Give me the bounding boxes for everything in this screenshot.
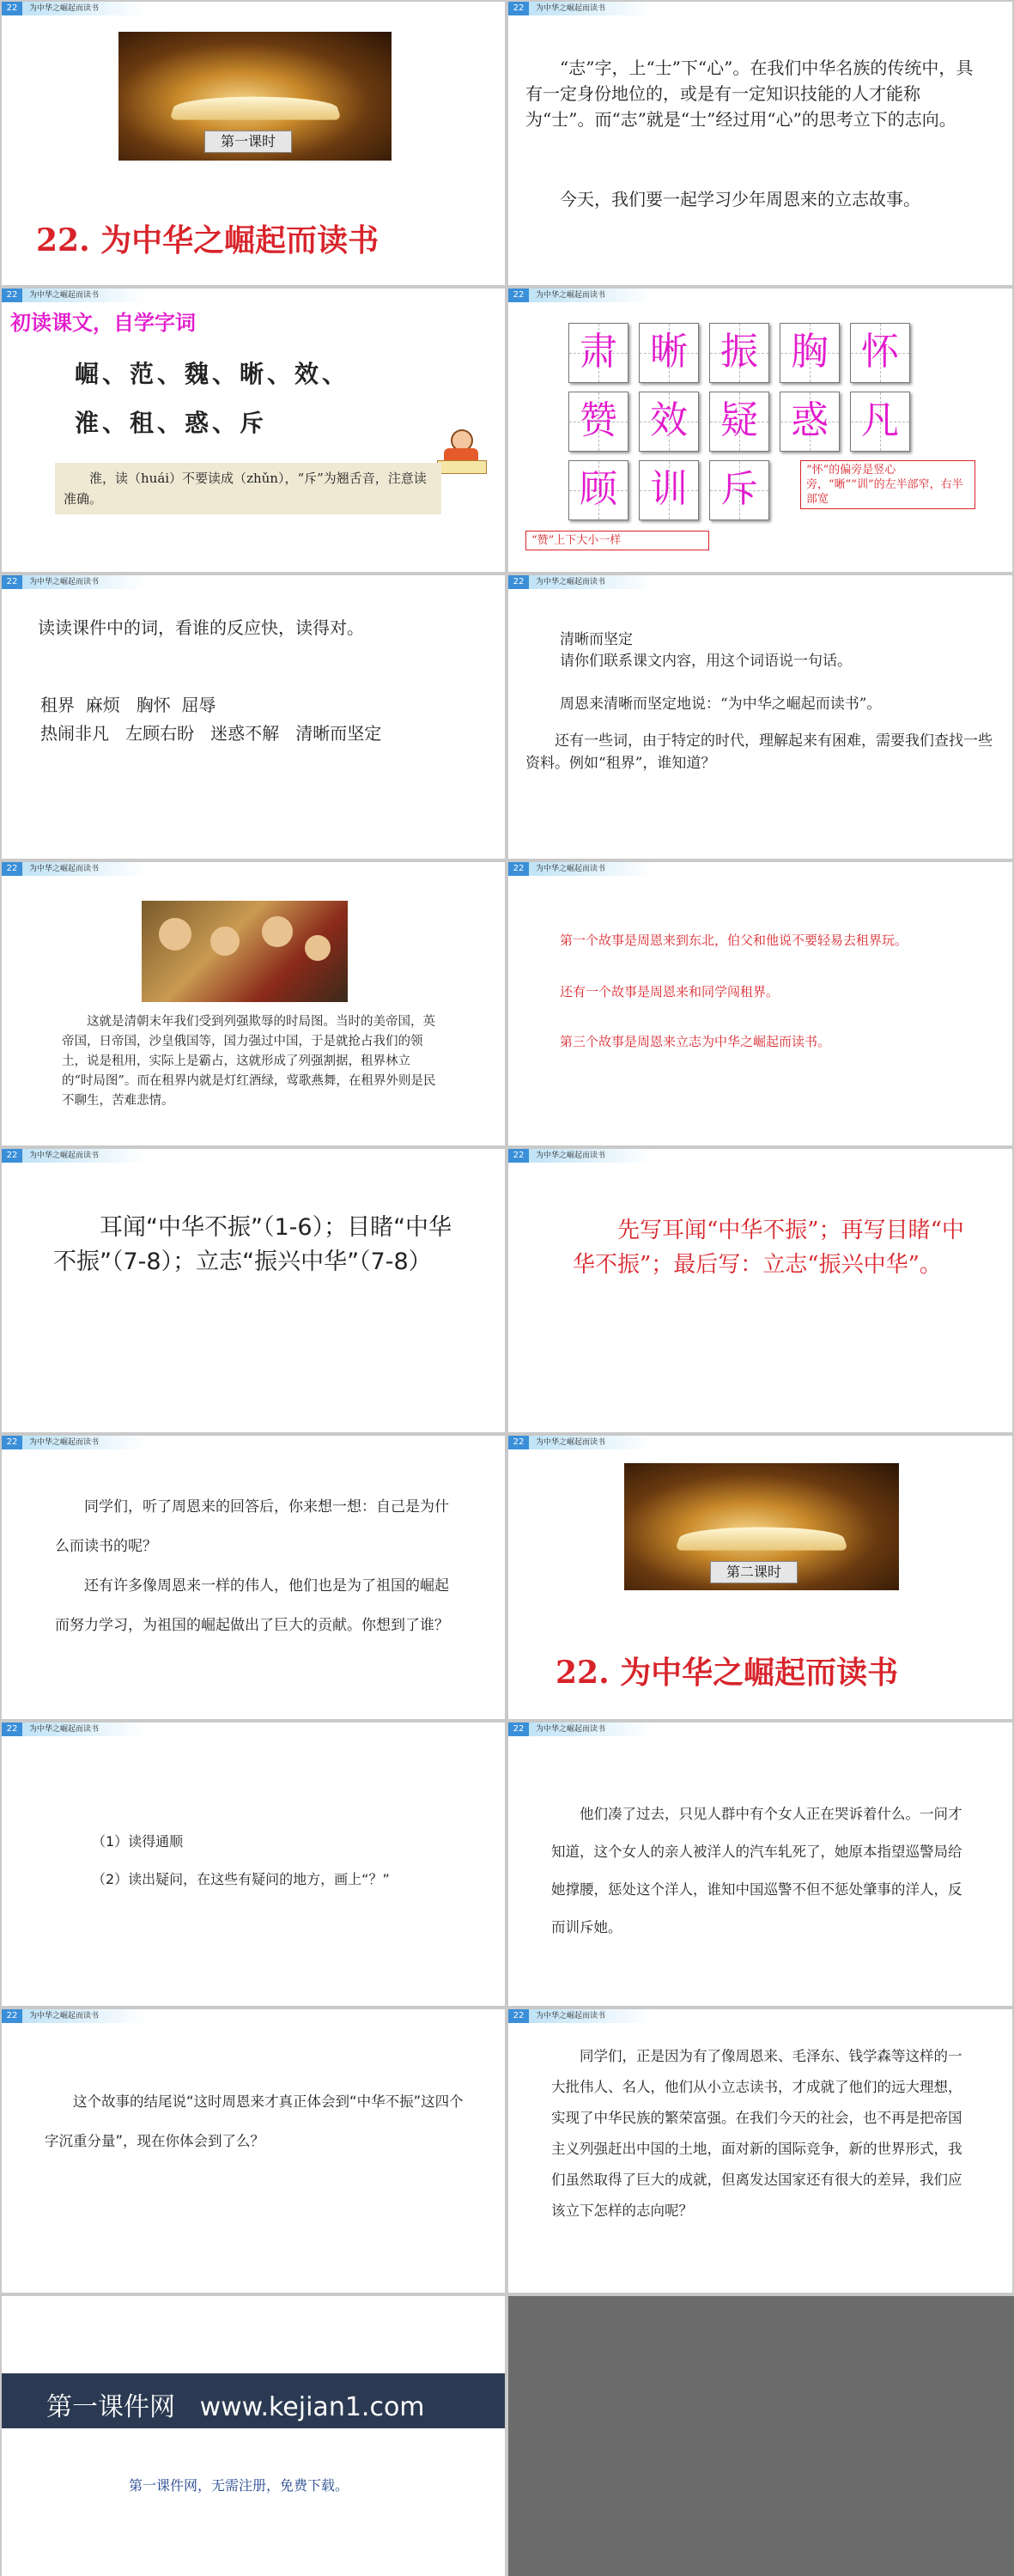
paragraph: “志”字，上“士”下“心”。在我们中华名族的传统中，具有一定身份地位的，或是有一定知识技能的人才能称为“士”。而“志”就是“士”经过用“心”的思考立下的志向。 [525,58,974,130]
slide-header [2,2,139,15]
vocab-word: 清晰而坚定 [560,631,633,648]
header-title: 为中华之崛起而读书 [22,289,146,302]
writing-order: 先写耳闻“中华不振”；再写目睹“中华不振”；最后写：立志“振兴中华”。 [573,1218,964,1278]
lesson-number: 22 [508,289,529,302]
slide-header [508,1149,646,1163]
char-box: 凡 [850,392,910,452]
word-line: 淮、租、惑、斥 [75,409,268,437]
header-title: 为中华之崛起而读书 [22,1722,146,1736]
char-box: 怀 [850,323,910,383]
empty-area [508,2296,1014,2576]
lesson-number: 22 [2,862,22,876]
lesson-number: 22 [2,1722,22,1736]
site-banner [2,2373,505,2428]
header-title: 为中华之崛起而读书 [22,2009,146,2023]
paragraph: 同学们，听了周恩来的回答后，你来想一想：自己是为什么而读书的呢？ [55,1498,449,1555]
header-title: 为中华之崛起而读书 [529,862,653,876]
slide-15[interactable] [2,2009,505,2293]
lesson-number: 22 [508,862,529,876]
lesson-number: 22 [508,1436,529,1449]
lesson-number: 22 [2,1436,22,1449]
char-box: 顾 [568,460,628,520]
lesson-title: 22. 为中华之崛起而读书 [36,222,379,258]
slide-14[interactable] [508,1722,1012,2006]
slide-header [2,289,139,302]
header-title: 为中华之崛起而读书 [22,862,146,876]
reading-child-icon [435,426,487,477]
story-line: 第三个故事是周恩来立志为中华之崛起而读书。 [560,1034,831,1049]
story-line: 第一个故事是周恩来到东北，伯父和他说不要轻易去租界玩。 [560,933,908,948]
image-caption: 这就是清朝末年我们受到列强欺辱的时局图。当时的美帝国，英帝国，日帝国，沙皇俄国等，国力强过中国，于是就抢占我们的领土，说是租用，实际上是霸占，这就形成了列强割据，租界林立的“时局图”。而在租界内就是灯红酒绿，莺歌燕舞，在租界外则是民不聊生，苦难悲情。 [62,1015,436,1108]
structure-summary: 耳闻“中华不振”（1-6）；目睹“中华不振”（7-8）；立志“振兴中华”（7-8） [53,1214,452,1275]
lesson-title: 22. 为中华之崛起而读书 [556,1655,899,1691]
book-image [118,32,392,161]
header-title: 为中华之崛起而读书 [529,1436,653,1449]
header-title: 为中华之崛起而读书 [529,1149,653,1163]
lesson-number: 22 [508,2009,529,2023]
slide-header [2,1436,139,1449]
slide-5[interactable] [2,575,505,859]
header-title: 为中华之崛起而读书 [529,575,653,589]
char-box: 效 [639,392,699,452]
slide-header [2,1722,139,1736]
tip-box: 淮，读（huái）不要读成（zhǔn），“斥”为翘舌音，注意读准确。 [55,463,441,514]
lesson-number: 22 [508,575,529,589]
slide-12[interactable] [508,1436,1012,1719]
example-line: 周恩来清晰而坚定地说：“为中华之崛起而读书”。 [560,696,882,713]
char-box: 训 [639,460,699,520]
slide-header [2,2009,139,2023]
char-box: 振 [709,323,769,383]
slide-header [508,289,646,302]
lesson-number: 22 [2,289,22,302]
slide-header [2,1149,139,1163]
char-box: 肃 [568,323,628,383]
header-title: 为中华之崛起而读书 [529,2009,653,2023]
reading-task: （2）读出疑问，在这些有疑问的地方，画上“？” [92,1871,390,1887]
site-tagline: 第一课件网，无需注册，免费下载。 [129,2477,349,2494]
stroke-note: “怀”的偏旁是竖心旁，“晰”“训”的左半部窄，右半部宽 [800,460,975,509]
slide-6[interactable] [508,575,1012,859]
slide-17[interactable] [2,2296,505,2576]
lesson-number: 22 [508,1722,529,1736]
lesson-number: 22 [2,2009,22,2023]
header-title: 为中华之崛起而读书 [529,289,653,302]
slide-header [508,1436,646,1449]
reading-task: （1）读得通顺 [92,1833,184,1850]
lesson-number: 22 [508,2,529,15]
stroke-note: “赞”上下大小一样 [525,531,709,550]
header-title: 为中华之崛起而读书 [22,2,146,15]
lesson-number: 22 [2,1149,22,1163]
slide-1[interactable] [2,2,505,285]
slide-10[interactable] [508,1149,1012,1432]
slide-header [2,575,139,589]
slide-3[interactable] [2,289,505,572]
lesson-number: 22 [2,2,22,15]
slide-11[interactable] [2,1436,505,1719]
slide-header [508,575,646,589]
lesson-label: 第二课时 [710,1561,798,1583]
char-box: 胸 [780,323,840,383]
header-title: 为中华之崛起而读书 [22,1436,146,1449]
char-box: 晰 [639,323,699,383]
book-image [624,1463,899,1590]
char-box: 斥 [709,460,769,520]
paragraph: 还有许多像周恩来一样的伟人，他们也是为了祖国的崛起而努力学习，为祖国的崛起做出了巨大的贡献。你想到了谁？ [55,1577,449,1634]
story-excerpt: 他们凑了过去，只见人群中有个女人正在哭诉着什么。一问才知道，这个女人的亲人被洋人的汽车轧死了，她原本指望巡警局给她撑腰，惩处这个洋人，谁知中国巡警不但不惩处肇事的洋人，反而训斥她。 [551,1806,962,1935]
slide-16[interactable] [508,2009,1012,2293]
site-name: 第一课件网 www.kejian1.com [46,2392,425,2422]
lesson-number: 22 [508,1149,529,1163]
slide-header [508,862,646,876]
char-box: 疑 [709,392,769,452]
slide-13[interactable] [2,1722,505,2006]
slide-header [508,2,646,15]
historical-cartoon-image [142,901,348,1002]
story-line: 还有一个故事是周恩来和同学闯租界。 [560,984,780,999]
word-line: 崛、范、魏、晰、效、 [75,360,350,388]
slide-header [2,862,139,876]
lesson-number: 22 [2,575,22,589]
instruction: 读读课件中的词，看谁的反应快，读得对。 [38,617,364,638]
closing-paragraph: 同学们，正是因为有了像周恩来、毛泽东、钱学森等这样的一大批伟人、名人，他们从小立志读书，才成就了他们的远大理想，实现了中华民族的繁荣富强。在我们今天的社会，也不再是把帝国主义列强赶出中国的土地，面对新的国际竞争，新的世界形式，我们虽然取得了巨大的成就，但离发达国家还有很大的差异，我们应该立下怎样的志向呢？ [551,2048,962,2219]
slide-7[interactable] [2,862,505,1145]
char-box: 赞 [568,392,628,452]
section-heading: 初读课文，自学字词 [10,310,196,335]
question: 这个故事的结尾说“这时周恩来才真正体会到“中华不振”这四个字沉重分量”，现在你体会到了么？ [45,2093,464,2149]
paragraph: 还有一些词，由于特定的时代，理解起来有困难，需要我们查找一些资料。例如“租界”，谁知道？ [525,732,993,772]
word-row: 热闹非凡 左顾右盼 迷惑不解 清晰而坚定 [40,723,382,744]
slide-header [508,2009,646,2023]
slide-2[interactable] [508,2,1012,285]
slide-header [508,1722,646,1736]
header-title: 为中华之崛起而读书 [529,1722,653,1736]
lesson-label: 第一课时 [204,131,292,153]
slide-9[interactable] [2,1149,505,1432]
slide-8[interactable] [508,862,1012,1145]
word-row: 租界 麻烦 胸怀 屈辱 [40,695,216,715]
task-line: 请你们联系课文内容，用这个词语说一句话。 [560,653,852,670]
header-title: 为中华之崛起而读书 [22,1149,146,1163]
paragraph: 今天，我们要一起学习少年周恩来的立志故事。 [560,189,920,210]
header-title: 为中华之崛起而读书 [529,2,653,15]
char-box: 惑 [780,392,840,452]
slide-4[interactable] [508,289,1012,572]
header-title: 为中华之崛起而读书 [22,575,146,589]
